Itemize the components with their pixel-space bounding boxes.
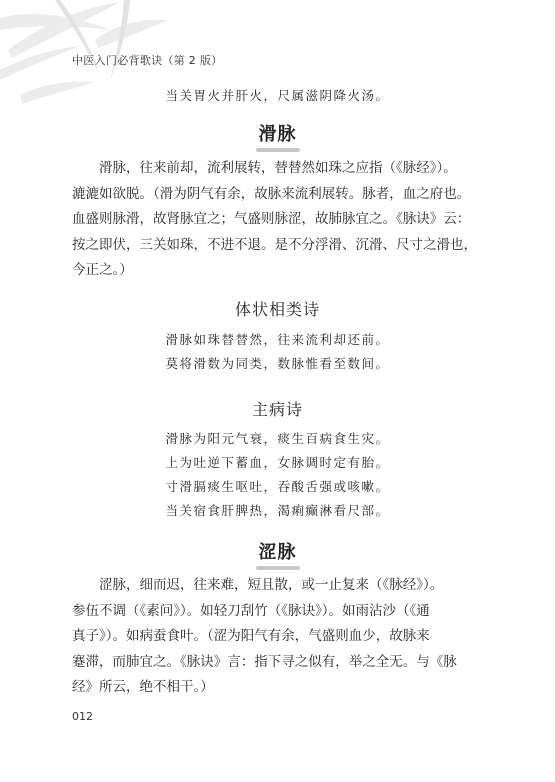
subtitle-tizhuang: 体状相类诗 bbox=[234, 300, 320, 319]
huamai-paragraph bbox=[72, 156, 477, 284]
paragraph-line: 参伍不调（《素问》）。如轻刀刮竹（《脉诀》）。如雨沾沙（《通 bbox=[72, 602, 430, 619]
verse-line: 莫将滑数为同类，数脉惟看至数间。 bbox=[165, 356, 390, 371]
title-underline bbox=[256, 566, 300, 570]
page-number: 012 bbox=[72, 710, 93, 723]
paragraph-line: 真子》）。如病蚕食叶。（涩为阳气有余，气盛则血少，故脉来 bbox=[72, 628, 430, 644]
subtitle-zhubing: 主病诗 bbox=[251, 400, 303, 419]
verse-line: 滑脉如珠替替然，往来流利却还前。 bbox=[165, 332, 390, 347]
paragraph-line: 血盛则脉滑，故肾脉宜之；气盛则脉涩，故肺脉宜之。《脉诀》云： bbox=[72, 211, 471, 227]
paragraph-line: 经》所云，绝不相干。） bbox=[72, 679, 214, 695]
running-header: 中医入门必背歌诀（第 2 版） bbox=[72, 54, 223, 67]
section-title-huamai bbox=[0, 120, 555, 152]
section-title-text: 涩脉 bbox=[258, 542, 297, 563]
section-title-text: 滑脉 bbox=[258, 124, 297, 145]
verse-line: 当关胃火并肝火，尺属滋阴降火汤。 bbox=[165, 88, 390, 103]
paragraph-line: 蹇滞，而肺宜之。《脉诀》言：指下寻之似有，举之全无。与《脉 bbox=[72, 653, 457, 670]
verse-line: 寸滑膈痰生呕吐，吞酸舌强或咳嗽。 bbox=[165, 479, 390, 494]
verse-line: 当关宿食肝脾热，渴痢癫淋看尺部。 bbox=[165, 503, 390, 518]
paragraph-line: 涩脉，细而迟，往来难，短且散，或一止复来（《脉经》）。 bbox=[72, 577, 444, 593]
paragraph-line: 滑脉，往来前却，流利展转，替替然如珠之应指（《脉经》）。 bbox=[72, 160, 457, 176]
title-underline bbox=[256, 148, 300, 152]
semai-paragraph bbox=[72, 573, 472, 701]
verse-line: 上为吐逆下蓄血，女脉调时定有胎。 bbox=[165, 455, 390, 470]
paragraph-line: 按之即伏，三关如珠，不进不退。是不分浮滑、沉滑、尺寸之滑也， bbox=[72, 236, 477, 253]
verse-line: 滑脉为阳元气衰，痰生百病食生灾。 bbox=[165, 431, 390, 446]
section-title-semai bbox=[0, 538, 555, 570]
paragraph-line: 漉漉如欲脱。（滑为阴气有余，故脉来流利展转。脉者，血之府也。 bbox=[72, 185, 471, 202]
paragraph-line: 今正之。） bbox=[72, 262, 133, 278]
